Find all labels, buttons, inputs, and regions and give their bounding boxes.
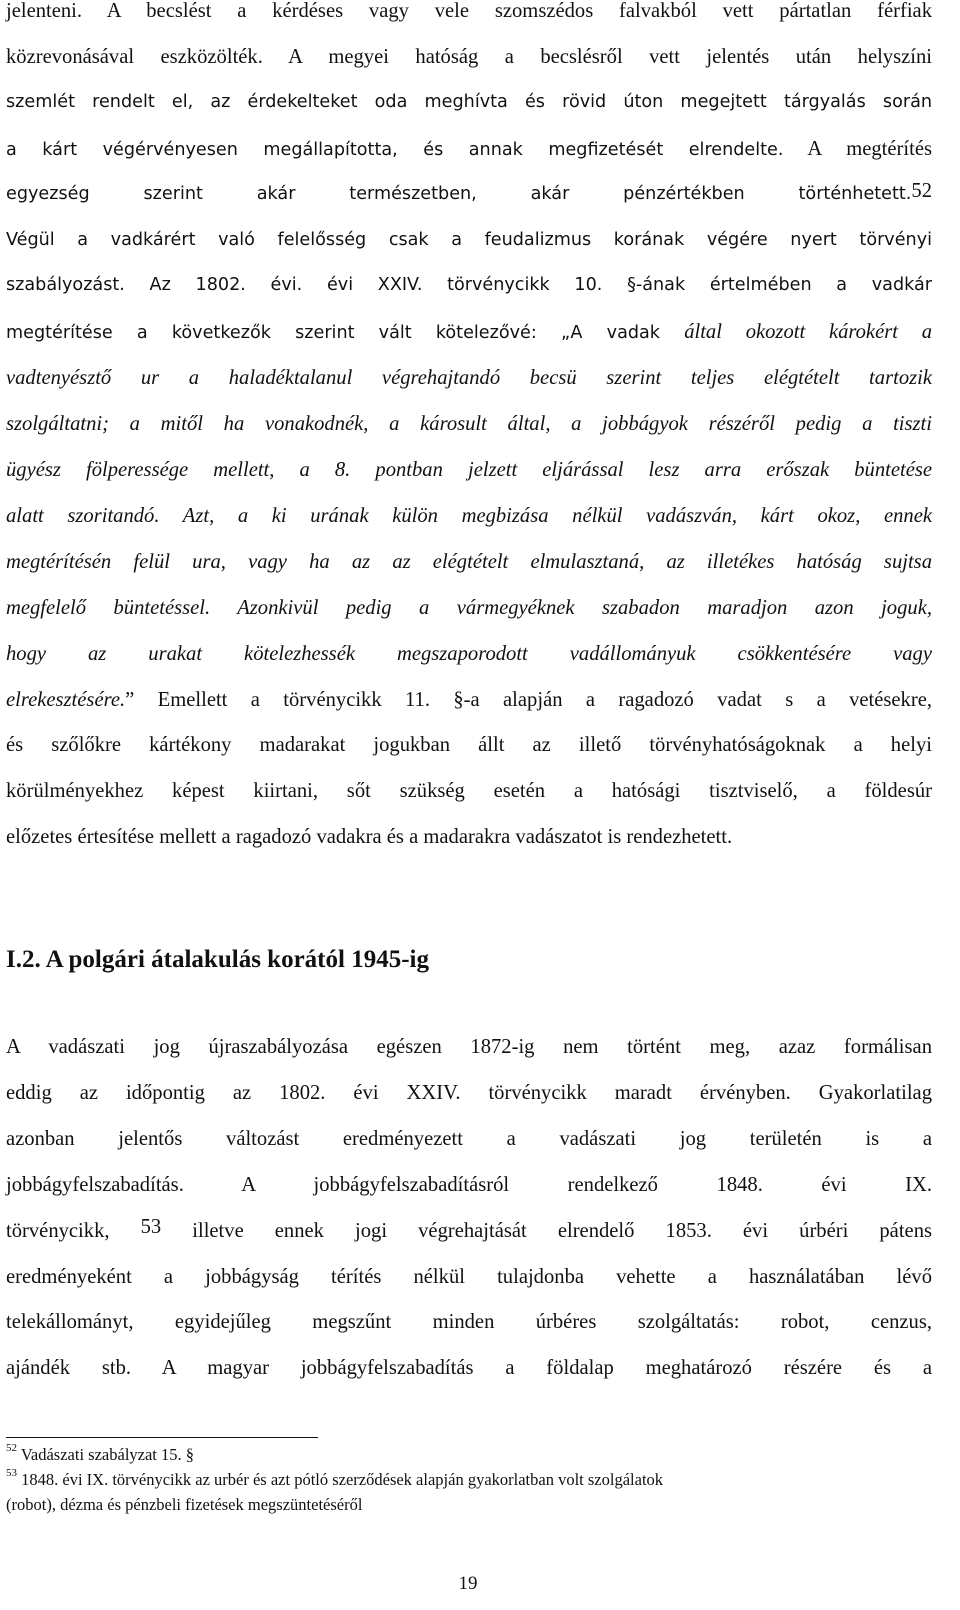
text-line: [6, 413, 932, 436]
text-run: eddig az időpontig az 1802. évi XXIV. törvénycikk maradt érvényben. Gyakorlatilag: [6, 1081, 932, 1104]
text-line: [6, 1128, 932, 1151]
text-run: megtérítésén felül ura, vagy ha az az elégtételt elmulasztaná, az illetékes hatóság sujtsa: [6, 550, 932, 573]
text-run: ” Emellett a törvénycikk 11. §-a alapján a ragadozó vadat s a vetésekre,: [125, 688, 932, 711]
text-line: [6, 367, 932, 390]
text-run: jobbágyfelszabadítás. A jobbágyfelszabadításról rendelkező 1848. évi IX.: [6, 1173, 932, 1196]
text-line: [6, 138, 932, 161]
text-line: [6, 0, 932, 23]
text-run: körülményekhez képest kiirtani, sőt szükség esetén a hatósági tisztviselő, a földesúr: [6, 780, 932, 803]
text-line: [6, 1266, 932, 1289]
text-run: §-ának értelmében a vadkár: [627, 275, 933, 296]
text-run: alatt szoritandó. Azt, a ki urának külön megbizása nélkül vadászván, kárt okoz, ennek: [6, 504, 932, 527]
footnote-text: 1848. évi IX. törvénycikk az urbér és azt pótló szerződések alapján gyakorlatban volt szolgálatok: [21, 1470, 664, 1489]
footnote-text: Vadászati szabályzat 15. §: [20, 1445, 195, 1464]
text-run: megtérítése a következők szerint vált kötelezővé: „A vadak: [6, 323, 685, 344]
section-heading: I.2. A polgári átalakulás korától 1945-ig: [6, 946, 429, 973]
text-line: [6, 1082, 932, 1105]
text-line: [6, 780, 932, 803]
text-line: [6, 321, 932, 344]
text-line: [6, 1357, 932, 1380]
text-run: azonban jelentős változást eredményezett a vadászati jog területén is a: [6, 1127, 932, 1150]
footnote-text: (robot), dézma és pénzbeli fizetések megszüntetéséről: [6, 1495, 363, 1514]
text-line: [6, 92, 932, 112]
text-line: [6, 1215, 932, 1243]
text-run: törvénycikk,: [6, 1219, 141, 1242]
page-number: 19: [458, 1573, 478, 1594]
text-run: megfelelő büntetéssel. Azonkivül pedig a vármegyéknek szabadon maradjon azon joguk,: [6, 596, 932, 619]
footnote-number: 52: [6, 1442, 17, 1454]
text-run: ajándék stb. A magyar jobbágyfelszabadítás a földalap meghatározó részére és a: [6, 1357, 932, 1380]
footnote-item: [6, 1442, 195, 1465]
footnote-item: [6, 1495, 362, 1515]
text-run: közrevonásával eszközölték. A megyei hatóság a becslésről vett jelentés után helyszíni: [6, 45, 932, 68]
footnote-ref: 52: [911, 179, 932, 202]
text-run: szemlét rendelt el, az érdekelteket oda meghívta és rövid úton megejtett tárgyalás során: [6, 91, 932, 112]
text-run: jelenteni. A becslést a kérdéses vagy vele szomszédos falvakból vett pártatlan férfiak: [6, 0, 932, 22]
text-run: ügyész fölperessége mellett, a 8. pontban jelzett eljárással lesz arra erőszak büntetése: [6, 459, 932, 481]
text-run: elrekesztésére.: [6, 688, 126, 711]
text-run: szabályozást. Az 1802. évi. évi XXIV. törvénycikk 10.: [6, 275, 628, 296]
text-line: [6, 826, 932, 849]
text-line: [6, 734, 932, 757]
text-run: hogy az urakat kötelezhessék megszaporodott vadállományuk csökkentésére vagy: [6, 642, 932, 665]
footnote-separator: [6, 1437, 318, 1438]
text-run: telekállományt, egyidejűleg megszűnt minden úrbéres szolgáltatás: robot, cenzus,: [6, 1311, 932, 1334]
text-line: [6, 689, 932, 712]
text-line: [6, 1311, 932, 1334]
text-run: és szőlőkre kártékony madarakat jogukban állt az illető törvényhatóságoknak a helyi: [6, 734, 932, 757]
text-line: [6, 597, 932, 620]
text-run: Végül a vadkárért való felelősség csak a feudalizmus korának végére nyert törvényi: [6, 229, 932, 250]
text-line: [6, 505, 932, 528]
text-run: A megtérítés: [783, 137, 932, 160]
text-run: szolgáltatni; a mitől ha vonakodnék, a károsult által, a jobbágyok részéről pedig a tiszti: [6, 413, 932, 436]
text-run: által okozott károkért a: [684, 321, 932, 344]
text-run: eredményeként a jobbágyság térítés nélkül tulajdonba vehette a használatában lévő: [6, 1265, 932, 1288]
text-line: [6, 275, 932, 295]
text-run: vadtenyésztő ur a haladéktalanul végrehajtandó becsü szerint teljes elégtételt tartozik: [6, 367, 932, 390]
text-line: [6, 230, 932, 250]
text-run: a kárt végérvényesen megállapította, és annak megfizetését elrendelte.: [6, 139, 784, 160]
text-line: [6, 459, 932, 482]
text-run: A vadászati jog újraszabályozása egészen 1872-ig nem történt meg, azaz formálisan: [6, 1036, 932, 1058]
footnote-item: [6, 1467, 664, 1490]
footnote-number: 53: [6, 1467, 17, 1479]
text-line: [6, 1036, 932, 1059]
text-line: [6, 46, 932, 69]
text-line: [6, 643, 932, 666]
text-line: [6, 1174, 932, 1197]
text-line: [6, 179, 932, 207]
text-run: előzetes értesítése mellett a ragadozó vadakra és a madarakra vadászatot is rendezhetett.: [6, 826, 733, 849]
text-line: [6, 551, 932, 574]
footnote-ref: 53: [140, 1215, 162, 1238]
text-run: egyezség szerint akár természetben, akár pénzértékben történhetett.: [6, 183, 912, 204]
text-run: illetve ennek jogi végrehajtását elrendelő 1853. évi úrbéri pátens: [161, 1219, 932, 1242]
